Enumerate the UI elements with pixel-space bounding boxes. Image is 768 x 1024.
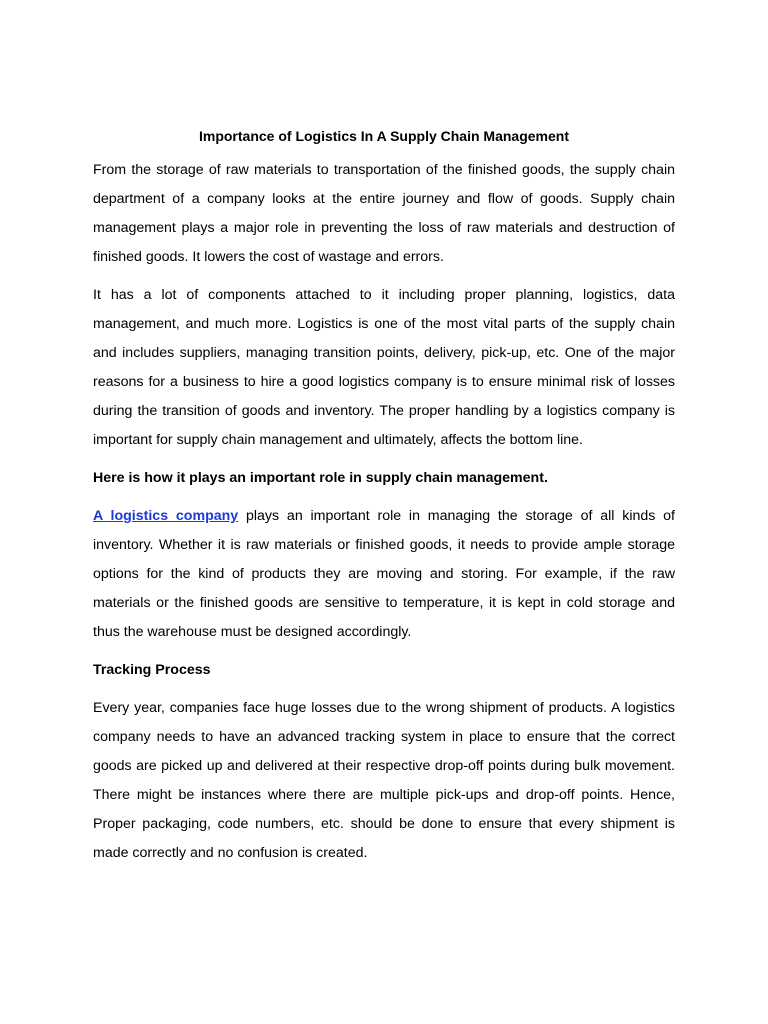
document-title: Importance of Logistics In A Supply Chain Management [198,128,569,144]
paragraph-components: It has a lot of components attached to it including proper planning, logistics, data management, and much more. Logistics is one of the most vital parts of the supply chain and includes suppliers, managing transition points, delivery, pick-up, etc. One of the major reasons for a business to hire a good logistics company is to ensure minimal risk of losses during the transition of goods and inventory. The proper handling by a logistics company is important for supply chain management and ultimately, affects the bottom line. [93,287,675,448]
paragraph-storage-text: plays an important role in managing the storage of all kinds of inventory. Whether it is raw materials or finished goods, it needs to provide ample storage options for the kind of products they are moving and storing. For example, if the raw materials or the finished goods are sensitive to temperature, it is kept in cold storage and thus the warehouse must be designed accordingly. [93,508,675,640]
paragraph-storage [93,502,675,647]
logistics-company-link[interactable]: A logistics company [93,508,239,524]
paragraph-intro: From the storage of raw materials to transportation of the finished goods, the supply chain department of a company looks at the entire journey and flow of goods. Supply chain management plays a major role in preventing the loss of raw materials and destruction of finished goods. It lowers the cost of wastage and errors. [93,162,675,265]
section-heading-tracking: Tracking Process [93,662,211,678]
paragraph-tracking: Every year, companies face huge losses due to the wrong shipment of products. A logistics company needs to have an advanced tracking system in place to ensure that the correct goods are picked up and delivered at their respective drop-off points during bulk movement. There might be instances where there are multiple pick-ups and drop-off points. Hence, Proper packaging, code numbers, etc. should be done to ensure that every shipment is made correctly and no confusion is created. [93,700,675,861]
document-body [93,122,675,877]
subheading-role: Here is how it plays an important role in supply chain management. [93,470,548,486]
